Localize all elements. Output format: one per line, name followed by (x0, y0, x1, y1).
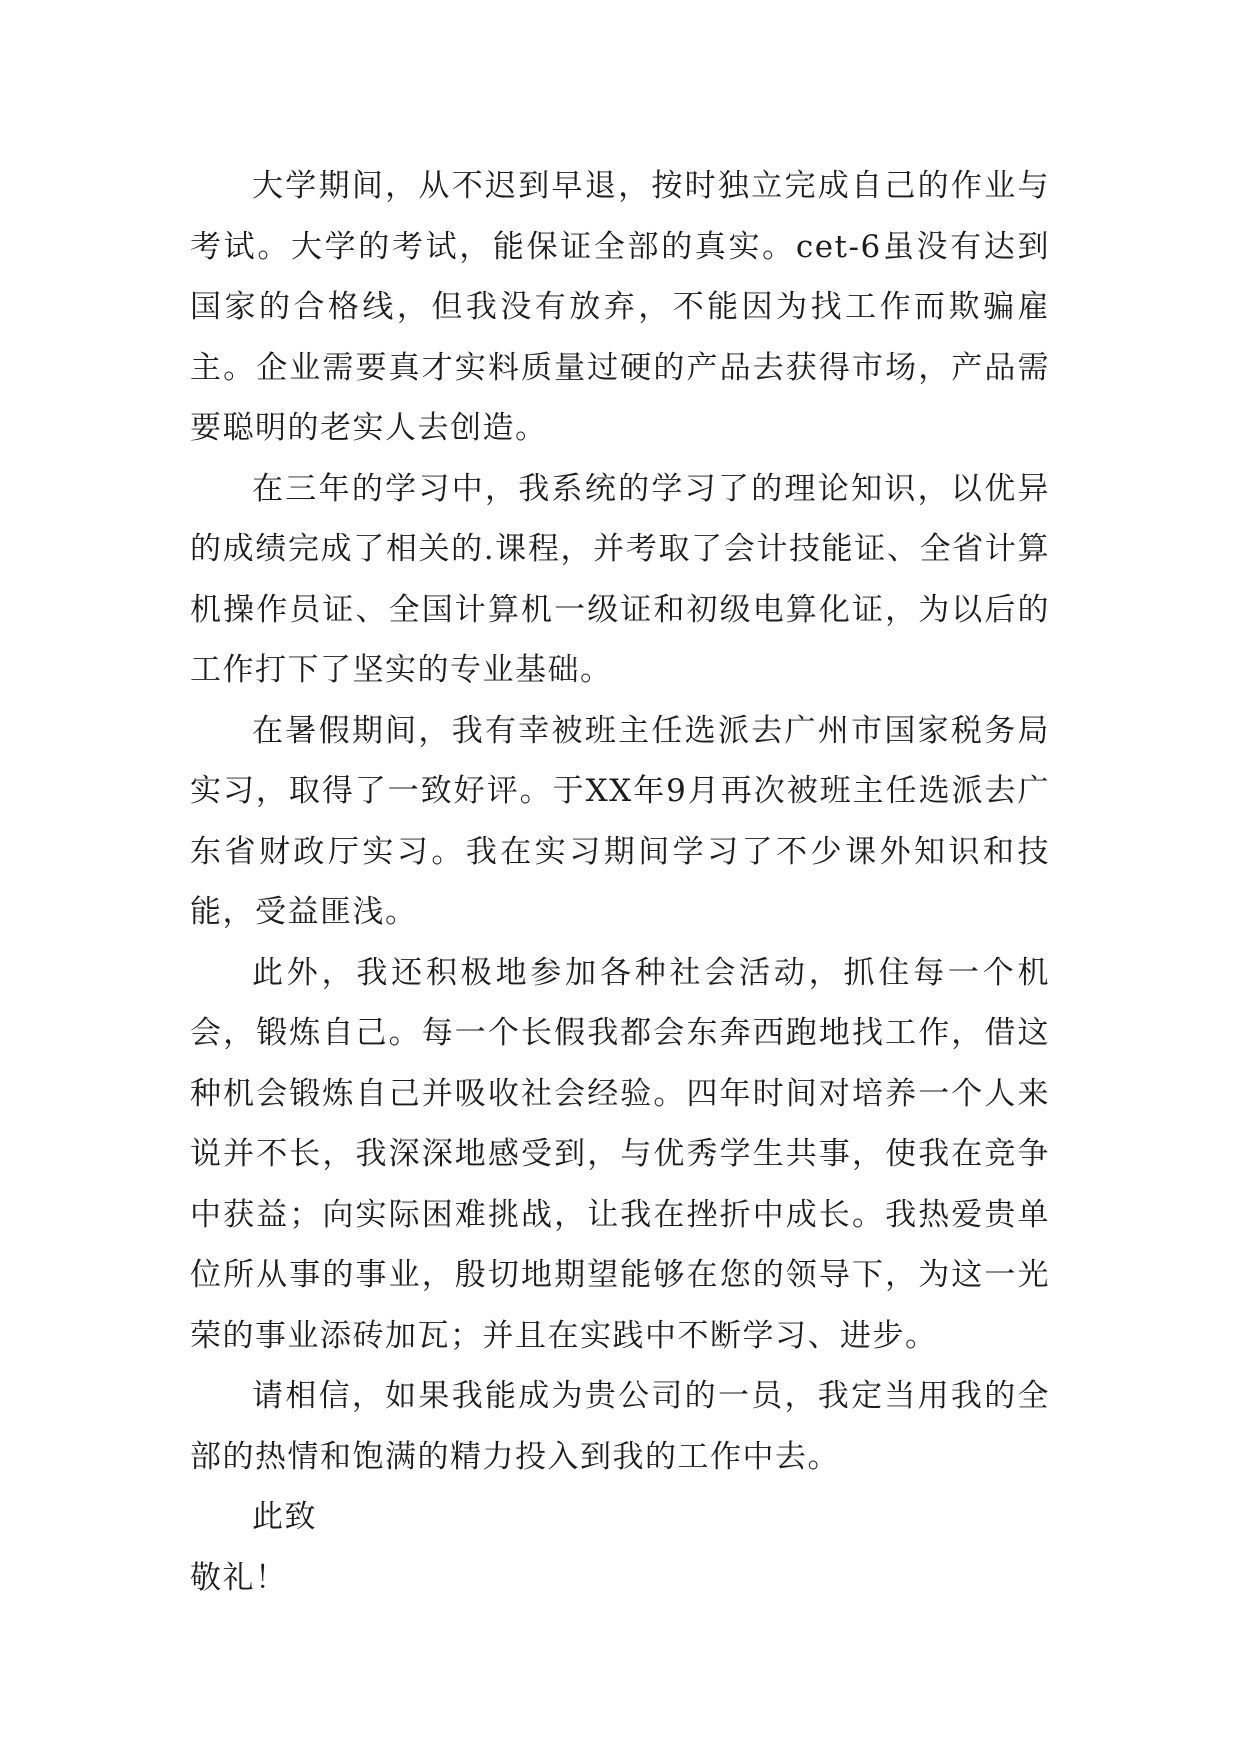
paragraph-attendance: 大学期间，从不迟到早退，按时独立完成自己的作业与考试。大学的考试，能保证全部的真实。cet-6虽没有达到国家的合格线，但我没有放弃，不能因为找工作而欺骗雇主。企业需要真才实料质量过硬的产品去获得市场，产品需要聪明的老实人去创造。 (190, 168, 1050, 446)
salutation-line: 敬礼！ (190, 1559, 288, 1596)
letter-body (190, 156, 1050, 1608)
closing-line: 此致 (252, 1499, 317, 1535)
paragraph-internship: 在暑假期间，我有幸被班主任选派去广州市国家税务局实习，取得了一致好评。于XX年9月再次被班主任选派去广东省财政厅实习。我在实习期间学习了不少课外知识和技能，受益匪浅。 (190, 712, 1050, 930)
paragraph-study: 在三年的学习中，我系统的学习了的理论知识，以优异的成绩完成了相关的.课程，并考取了会计技能证、全省计算机操作员证、全国计算机一级证和初级电算化证，为以后的工作打下了坚实的专业基础。 (190, 470, 1050, 688)
paragraph-request: 请相信，如果我能成为贵公司的一员，我定当用我的全部的热情和饱满的精力投入到我的工作中去。 (190, 1378, 1050, 1475)
paragraph-activities: 此外，我还积极地参加各种社会活动，抓住每一个机会，锻炼自己。每一个长假我都会东奔西跑地找工作，借这种机会锻炼自己并吸收社会经验。四年时间对培养一个人来说并不长，我深深地感受到，与优秀学生共事，使我在竞争中获益；向实际困难挑战，让我在挫折中成长。我热爱贵单位所从事的事业，殷切地期望能够在您的领导下，为这一光荣的事业添砖加瓦；并且在实践中不断学习、进步。 (190, 954, 1050, 1354)
